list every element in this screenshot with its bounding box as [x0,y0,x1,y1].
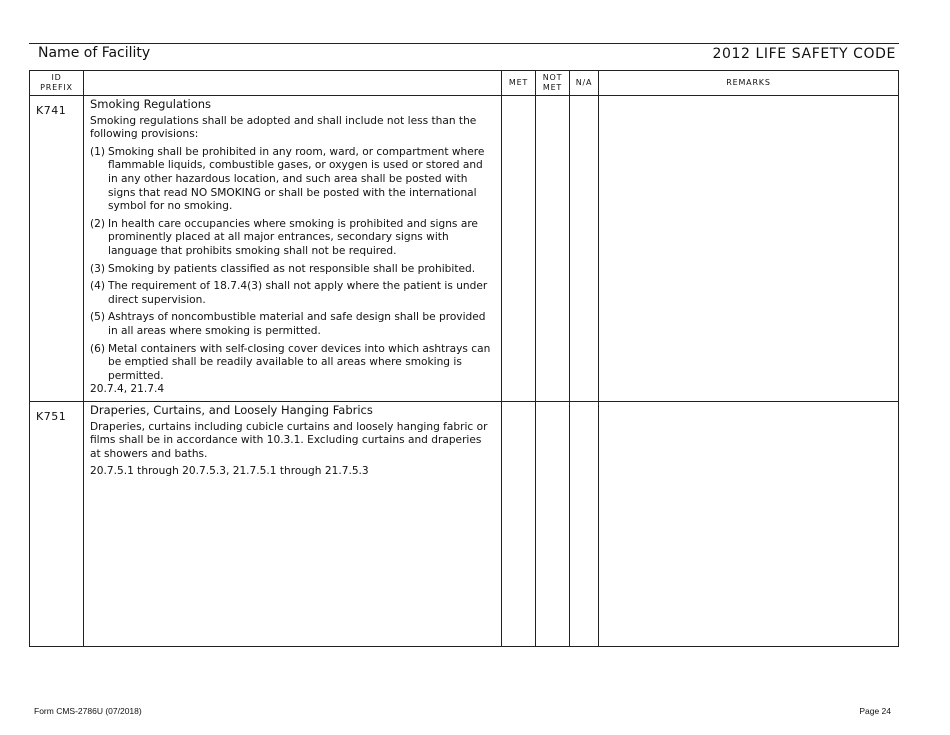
row-reference: 20.7.5.1 through 20.7.5.3, 21.7.5.1 through 21.7.5.3 [90,465,369,478]
met-cell[interactable] [502,402,536,647]
met-label: MET [542,83,563,92]
prefix-label: PREFIX [40,83,73,92]
list-item [90,311,495,338]
description-header [84,71,502,96]
description [84,402,502,647]
list-item [90,343,495,384]
checklist-table [29,70,899,647]
table-header [30,71,899,96]
list-item [90,280,495,307]
header-rule [29,43,899,44]
item-number: (3) [90,262,106,275]
row-title: Draperies, Curtains, and Loosely Hanging Fabrics [90,403,373,417]
item-text: Ashtrays of noncombustible material and safe design shall be provided in all areas where smoking is permitted. [108,311,486,337]
table-row [30,402,899,647]
not-label: NOT [542,73,563,82]
item-number: (1) [90,145,106,158]
item-text: Smoking shall be prohibited in any room, ward, or compartment where flammable liquids, combustible gases, or oxygen is used or stored and in any other hazardous location, and such area shall be posted with signs that read NO SMOKING or shall be posted with the international symbol for no smoking. [108,145,485,213]
id-label: ID [51,73,62,82]
table-row [30,96,899,402]
id-prefix: K751 [30,402,84,647]
list-item [90,146,495,214]
item-number: (4) [90,280,106,293]
not-met-cell[interactable] [536,402,570,647]
form-number: Form CMS-2786U (07/2018) [34,706,142,716]
na-header: N/A [570,71,599,96]
remarks-cell[interactable] [599,96,899,402]
item-number: (6) [90,342,106,355]
list-item [90,218,495,259]
page-number: Page 24 [859,706,891,716]
row-intro: Draperies, curtains including cubicle curtains and loosely hanging fabric or films shall be in accordance with 10.3.1. Excluding curtains and draperies at showers and baths. [90,420,488,460]
description [84,96,502,402]
id-prefix-header [30,71,84,96]
list-item [90,263,495,277]
met-header: MET [502,71,536,96]
id-prefix: K741 [30,96,84,402]
item-number: (2) [90,217,106,230]
remarks-cell[interactable] [599,402,899,647]
facility-name-label: Name of Facility [38,45,151,61]
met-cell[interactable] [502,96,536,402]
item-text: Smoking by patients classified as not responsible shall be prohibited. [108,262,476,275]
item-text: The requirement of 18.7.4(3) shall not apply where the patient is under direct supervision. [108,280,488,306]
row-title: Smoking Regulations [90,97,212,111]
not-met-cell[interactable] [536,96,570,402]
row-reference: 20.7.4, 21.7.4 [90,383,165,396]
na-cell[interactable] [570,402,599,647]
item-number: (5) [90,311,106,324]
item-text: Metal containers with self-closing cover devices into which ashtrays can be emptied shall be readily available to all areas where smoking is permitted. [108,342,491,382]
row-intro: Smoking regulations shall be adopted and shall include not less than the following provisions: [90,114,477,141]
remarks-header: REMARKS [599,71,899,96]
code-title: 2012 LIFE SAFETY CODE [712,46,896,62]
item-text: In health care occupancies where smoking is prohibited and signs are prominently placed at all major entrances, secondary signs with language that prohibits smoking shall not be required. [108,217,478,257]
not-met-header [536,71,570,96]
provisions-list [90,146,495,384]
na-cell[interactable] [570,96,599,402]
